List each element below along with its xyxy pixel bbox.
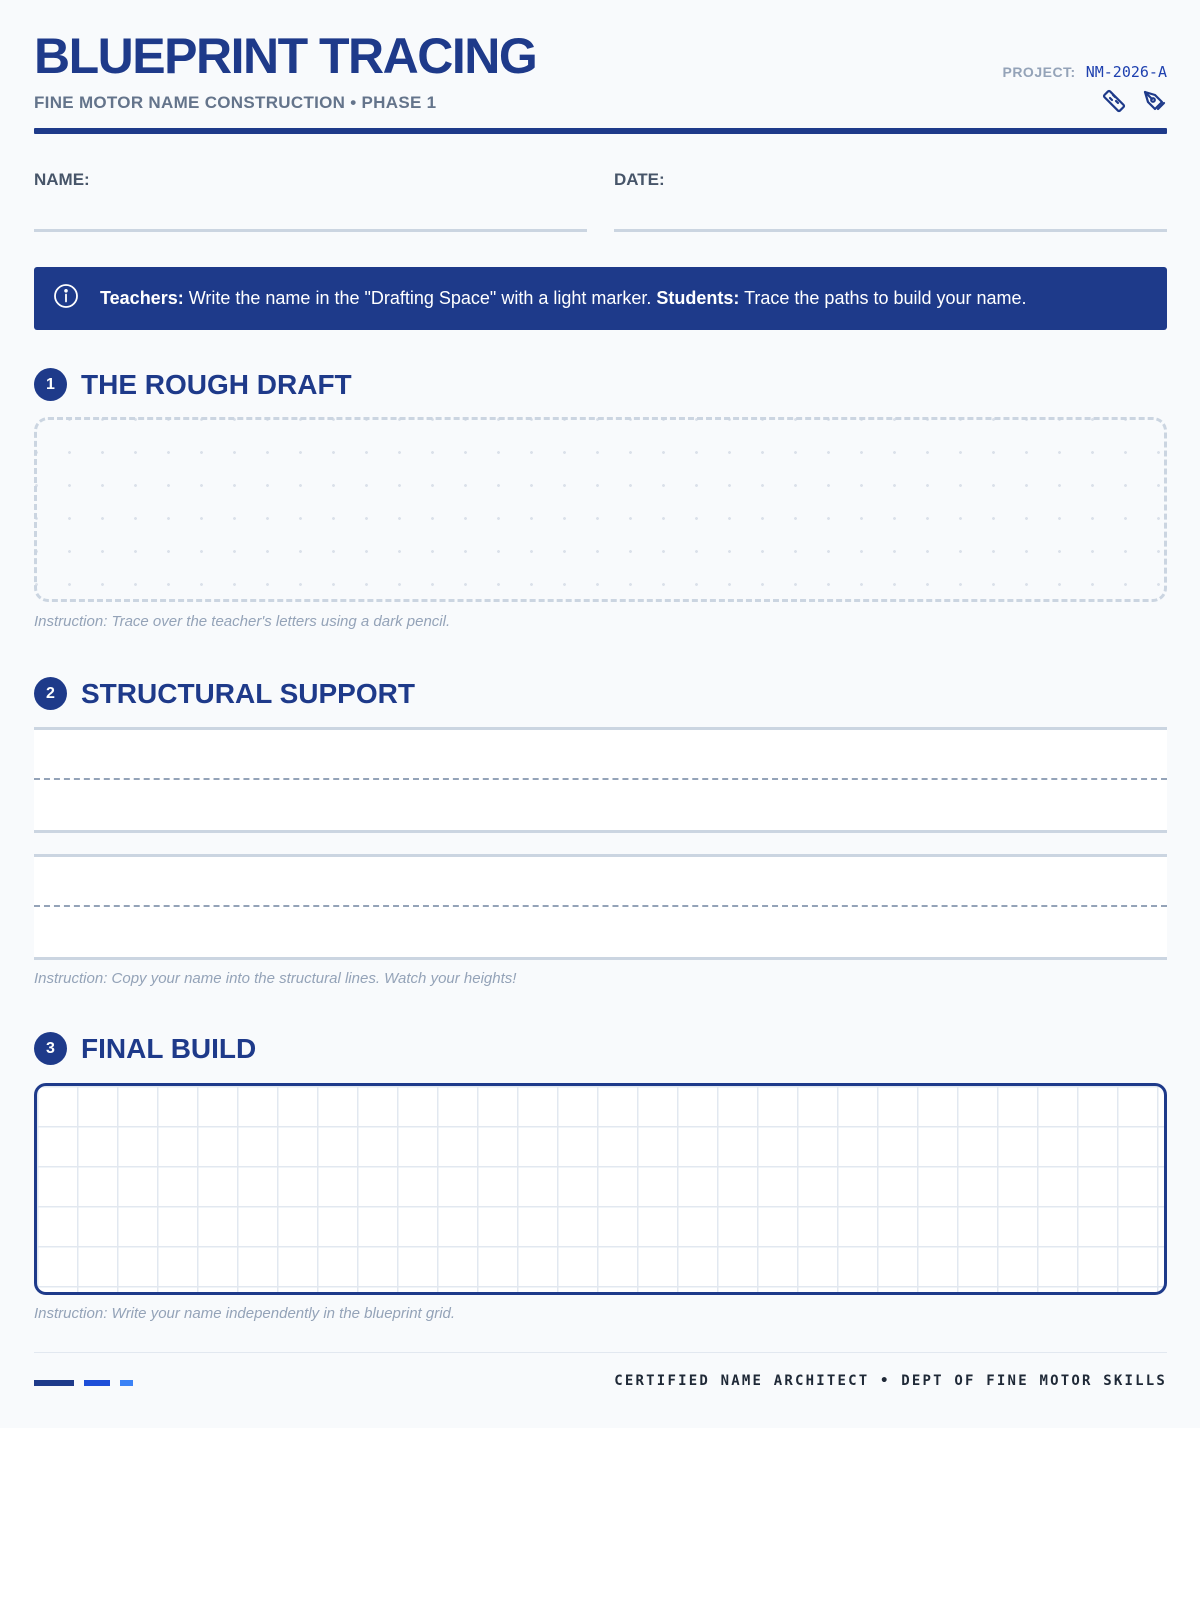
footer-accent-bar bbox=[34, 1380, 74, 1386]
writing-lines-row[interactable] bbox=[34, 854, 1167, 960]
students-text: Trace the paths to build your name. bbox=[739, 288, 1027, 308]
name-field[interactable] bbox=[34, 170, 587, 190]
info-icon bbox=[52, 282, 100, 315]
teachers-label: Teachers: bbox=[100, 288, 184, 308]
section-title: STRUCTURAL SUPPORT bbox=[81, 677, 415, 709]
dashed-midline bbox=[34, 905, 1167, 907]
top-line bbox=[34, 854, 1167, 857]
section-3-header bbox=[34, 1032, 256, 1065]
teachers-text: Write the name in the "Drafting Space" with a light marker. bbox=[183, 288, 657, 308]
tool-icons bbox=[1101, 88, 1167, 114]
section-2-instruction: Instruction: Copy your name into the structural lines. Watch your heights! bbox=[34, 970, 517, 987]
section-title: FINAL BUILD bbox=[81, 1032, 257, 1064]
base-line bbox=[34, 957, 1167, 960]
rough-draft-box[interactable] bbox=[34, 417, 1167, 602]
name-label: NAME: bbox=[34, 170, 90, 189]
instruction-banner bbox=[34, 267, 1167, 330]
project-code bbox=[1002, 63, 1167, 81]
writing-lines-row[interactable] bbox=[34, 727, 1167, 833]
page-subtitle: FINE MOTOR NAME CONSTRUCTION • PHASE 1 bbox=[34, 93, 437, 112]
footer-accent-bar bbox=[120, 1380, 133, 1386]
section-number-badge: 2 bbox=[34, 677, 67, 710]
students-label: Students: bbox=[656, 288, 740, 308]
date-write-line[interactable] bbox=[614, 229, 1167, 232]
footer-text: CERTIFIED NAME ARCHITECT • DEPT OF FINE MOTOR SKILLS bbox=[614, 1373, 1167, 1389]
base-line bbox=[34, 830, 1167, 833]
section-number-badge: 1 bbox=[34, 368, 67, 401]
section-2-header bbox=[34, 677, 415, 710]
blueprint-grid[interactable] bbox=[34, 1083, 1167, 1295]
section-title: THE ROUGH DRAFT bbox=[81, 368, 352, 400]
pen-nib-icon bbox=[1141, 88, 1167, 114]
dashed-midline bbox=[34, 778, 1167, 780]
footer-divider bbox=[34, 1352, 1167, 1353]
page-title: BLUEPRINT TRACING bbox=[34, 28, 537, 84]
top-line bbox=[34, 727, 1167, 730]
footer-accent-bar bbox=[84, 1380, 110, 1386]
ruler-icon bbox=[1101, 88, 1127, 114]
project-value: NM-2026-A bbox=[1085, 63, 1167, 81]
section-1-instruction: Instruction: Trace over the teacher's letters using a dark pencil. bbox=[34, 613, 451, 630]
section-3-instruction: Instruction: Write your name independently in the blueprint grid. bbox=[34, 1305, 456, 1322]
name-write-line[interactable] bbox=[34, 229, 587, 232]
section-number-badge: 3 bbox=[34, 1032, 67, 1065]
section-1-header bbox=[34, 368, 352, 401]
date-label: DATE: bbox=[614, 170, 665, 189]
project-label: PROJECT: bbox=[1002, 64, 1076, 80]
header-divider bbox=[34, 128, 1167, 134]
date-field[interactable] bbox=[614, 170, 1167, 190]
banner-text bbox=[100, 288, 1027, 309]
